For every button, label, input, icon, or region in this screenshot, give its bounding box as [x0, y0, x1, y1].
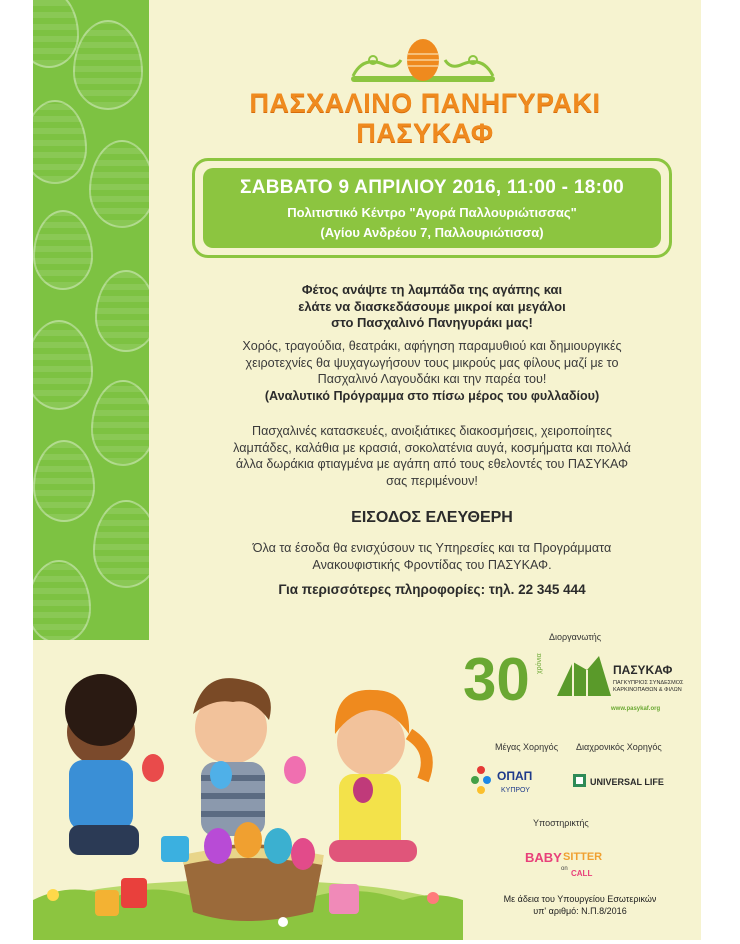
logo-number: 30 — [463, 646, 530, 713]
logo-url: www.pasykaf.org — [611, 706, 661, 712]
paragraph-line: Πασχαλινό Λαγουδάκι και την παρέα του! — [317, 372, 547, 386]
egg-pattern-icon — [33, 210, 93, 290]
universal-name: UNIVERSAL LIFE — [590, 777, 664, 787]
logo-sub2: ΚΑΡΚΙΝΟΠΑΘΩΝ & ΦΙΛΩΝ — [613, 687, 682, 693]
intro-text — [189, 282, 675, 332]
egg-pattern-icon — [73, 20, 143, 110]
paragraph-line: άλλα δωράκια φτιαγμένα με αγάπη από τους εθελοντές του ΠΑΣΥΚΑΦ — [235, 457, 629, 471]
event-date-time: ΣΑΒΒΑΤΟ 9 ΑΠΡΙΛΙΟΥ 2016, 11:00 - 18:00 — [240, 177, 624, 198]
paragraph-line: σας περιμένουν! — [386, 473, 478, 488]
intro-line: ελάτε να διασκεδάσουμε μικροί και μεγάλοι — [298, 298, 566, 314]
proceeds-line: Ανακουφιστικής Φροντίδας του ΠΑΣΥΚΑΦ. — [312, 557, 552, 572]
logo-name: ΠΑΣΥΚΑΦ — [613, 663, 673, 677]
egg-pattern-icon — [33, 560, 91, 644]
pasykaf-30-years-logo — [461, 640, 689, 716]
intro-line: Φέτος ανάψτε τη λαμπάδα της αγάπης και — [301, 282, 563, 297]
opap-name: ΟΠΑΠ — [497, 769, 533, 783]
paragraph-line: Χορός, τραγούδια, θεατράκι, αφήγηση παραμυθιού και δημιουργικές — [242, 339, 622, 353]
poster-title-org: ΠΑΣΥΚΑΦ — [356, 118, 494, 148]
proceeds-text — [189, 540, 675, 573]
intro-line: στο Πασχαλινό Πανηγυράκι μας! — [331, 315, 533, 330]
egg-pattern-icon — [33, 100, 87, 184]
permit-line: Με άδεια του Υπουργείου Εσωτερικών — [503, 894, 657, 904]
egg-pattern-icon — [89, 140, 149, 228]
egg-pattern-icon — [93, 500, 149, 588]
event-info-box — [192, 158, 672, 258]
babysitter-sitter: SITTER — [563, 851, 603, 863]
egg-pattern-icon — [33, 320, 93, 410]
opap-country: ΚΥΠΡΟΥ — [501, 787, 530, 794]
babysitter-on: on — [561, 866, 568, 872]
egg-pattern-icon — [33, 440, 95, 522]
paragraph-line: χειροτεχνίες θα ψυχαγωγήσουν τους μικρούς μας φίλους μαζί με το — [245, 355, 619, 370]
universal-life-logo — [573, 772, 673, 790]
event-address: (Αγίου Ανδρέου 7, Παλλουριώτισσα) — [320, 225, 544, 240]
egg-pattern-icon — [91, 380, 149, 466]
poster — [33, 0, 701, 940]
logo-years: χρόνια — [536, 653, 543, 674]
event-venue: Πολιτιστικό Κέντρο "Αγορά Παλλουριώτισσας" — [287, 205, 577, 220]
permit-line: υπ' αριθμό: Ν.Π.8/2016 — [533, 906, 627, 916]
children-painting-eggs-illustration — [33, 650, 463, 940]
egg-pattern-icon — [33, 0, 79, 68]
egg-ornament-icon — [343, 36, 503, 86]
supporter-label: Υποστηρικτής — [533, 818, 589, 828]
longterm-sponsor-label: Διαχρονικός Χορηγός — [576, 742, 662, 752]
major-sponsor-label: Μέγας Χορηγός — [495, 742, 559, 752]
paragraph-line: λαμπάδες, καλάθια με κρασιά, σοκολατένια αυγά, κοσμήματα και πολλά — [233, 440, 631, 455]
crafts-paragraph — [189, 423, 675, 489]
free-entry: ΕΙΣΟΔΟΣ ΕΛΕΥΘΕΡΗ — [351, 509, 513, 526]
permit-text — [473, 893, 687, 917]
babysitter-call: CALL — [571, 869, 593, 878]
paragraph-line: Πασχαλινές κατασκευές, ανοιξιάτικες διακοσμήσεις, χειροποίητες — [252, 424, 612, 438]
activities-paragraph — [189, 338, 675, 404]
babysitter-on-call-logo — [523, 840, 613, 880]
babysitter-baby: BABY — [525, 850, 562, 865]
egg-pattern-icon — [95, 270, 149, 352]
poster-title: ΠΑΣΧΑΛΙΝΟ ΠΑΝΗΓΥΡΑΚΙ — [249, 88, 601, 118]
event-info-inner — [203, 168, 661, 248]
logo-sub1: ΠΑΓΚΥΠΡΙΟΣ ΣΥΝΔΕΣΜΟΣ — [613, 680, 684, 686]
proceeds-line: Όλα τα έσοδα θα ενισχύσουν τις Υπηρεσίες και τα Προγράμματα — [252, 541, 612, 555]
contact-info: Για περισσότερες πληροφορίες: τηλ. 22 345 444 — [278, 582, 586, 597]
program-note: (Αναλυτικό Πρόγραμμα στο πίσω μέρος του φυλλαδίου) — [264, 388, 600, 403]
organizer-label: Διοργανωτής — [549, 632, 602, 642]
opap-logo — [469, 762, 553, 796]
green-egg-strip — [33, 0, 149, 650]
